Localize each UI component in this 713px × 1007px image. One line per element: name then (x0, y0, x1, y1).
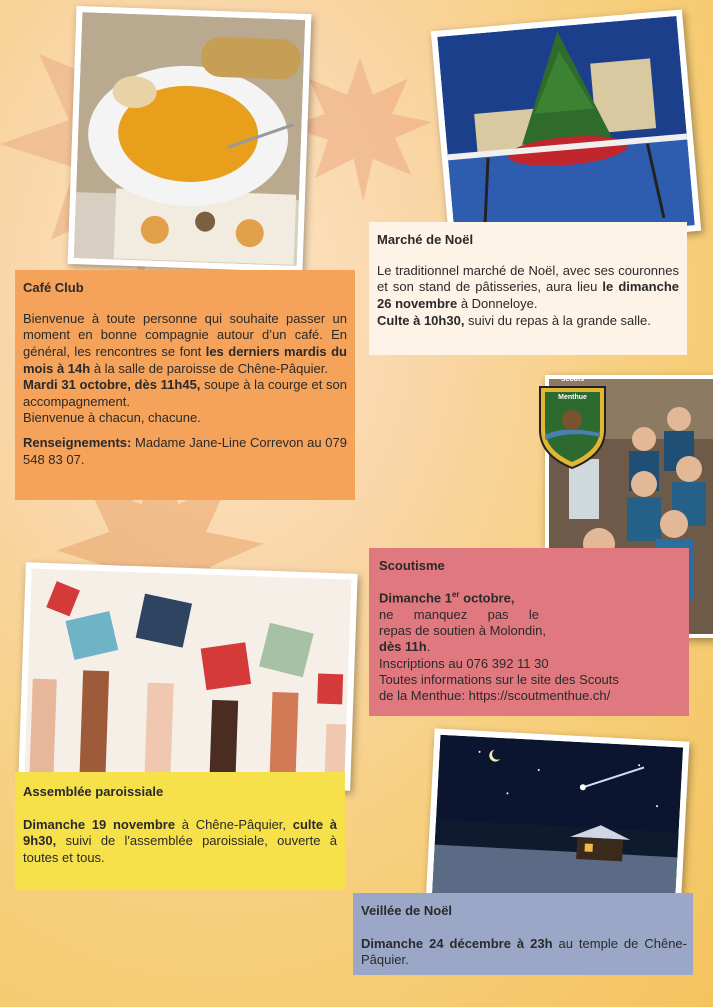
scouts-menthue-badge (535, 375, 610, 470)
badge-text-bottom: Menthue (558, 394, 587, 401)
marche-noel-box (369, 222, 687, 355)
scoutisme-phone: Inscriptions au 076 392 11 30 (379, 655, 549, 671)
badge-text-top: Scouts (560, 376, 585, 383)
scoutisme-box (369, 548, 689, 716)
puzzle-hands-photo (18, 562, 357, 790)
marche-noel-text: Le traditionnel marché de Noël, avec ses couronnes et son stand de pâtisseries, aura lieu le dimanche 26 novembre à Donneloye. (377, 262, 679, 311)
night-snow-photo (426, 728, 690, 916)
veillee-text: Dimanche 24 décembre à 23h au temple de Chêne-Pâquier. (361, 935, 687, 968)
cafe-club-event: Mardi 31 octobre, dès 11h45, soupe à la courge et son accompagnement. (23, 377, 347, 409)
scoutisme-info: Toutes informations sur le site des Scouts (379, 671, 619, 687)
scoutisme-line2: ne manquez pas le (379, 606, 539, 622)
scoutisme-website: de la Menthue: https://scoutmenthue.ch/ (379, 688, 611, 704)
assemblee-text: Dimanche 19 novembre à Chêne-Pâquier, culte à 9h30, suivi de l'assemblée paroissiale, ouverte à toutes et tous. (23, 816, 337, 865)
veillee-box (353, 893, 693, 975)
cafe-club-info: Renseignements: Madame Jane-Line Correvon au 079 548 83 07. (23, 435, 347, 467)
soup-photo (68, 6, 312, 272)
marche-noel-culte: Culte à 10h30, suivi du repas à la grande salle. (377, 312, 651, 328)
cafe-club-welcome: Bienvenue à chacun, chacune. (23, 410, 201, 426)
assemblee-title: Assemblée paroissiale (23, 784, 164, 799)
scoutisme-date: Dimanche 1er octobre, (379, 590, 515, 606)
veillee-title: Veillée de Noël (361, 903, 453, 918)
christmas-market-photo (431, 9, 701, 252)
cafe-club-box (15, 270, 355, 500)
scoutisme-line3: repas de soutien à Molondin, (379, 623, 546, 639)
cafe-club-title: Café Club (23, 280, 84, 295)
scoutisme-title: Scoutisme (379, 558, 445, 573)
cafe-club-intro: Bienvenue à toute personne qui souhaite passer un moment en bonne compagnie autour d’un café. En général, les rencontres se font les derniers mardis du mois à 14h à la salle de paroisse de Chêne-Pâquier. (23, 310, 347, 376)
assemblee-box (15, 772, 345, 890)
scoutisme-line4: dès 11h. (379, 639, 431, 655)
marche-noel-title: Marché de Noël (377, 232, 474, 247)
